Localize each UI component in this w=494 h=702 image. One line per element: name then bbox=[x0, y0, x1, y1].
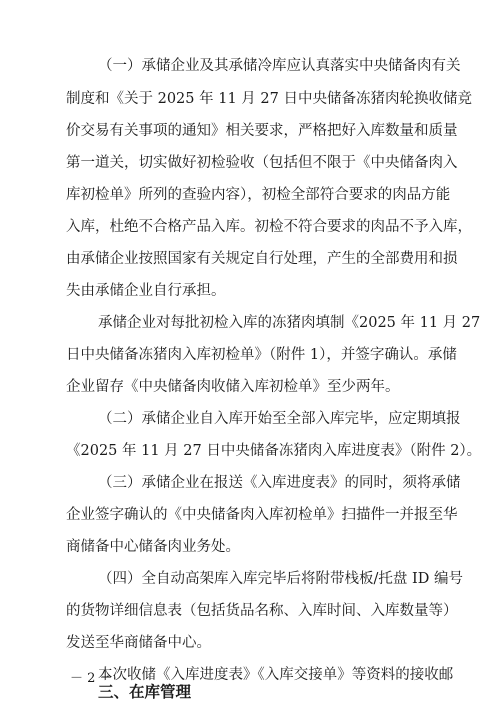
paragraph-line: 由承储企业按照国家有关规定自行处理，产生的全部费用和损 bbox=[66, 251, 458, 267]
paragraph-line: 企业签字确认的《中央储备肉入库初检单》扫描件一并报至华 bbox=[66, 507, 458, 523]
paragraph-line: 制度和《关于 2025 年 11 月 27 日中央储备冻猪肉轮换收储竞 bbox=[66, 91, 472, 107]
paragraph-line: 承储企业对每批初检入库的冻猪肉填制《2025 年 11 月 27 bbox=[98, 315, 481, 331]
paragraph-line: 发送至华商储备中心。 bbox=[66, 635, 211, 651]
paragraph-line: 的货物详细信息表（包括货品名称、入库时间、入库数量等） bbox=[66, 603, 458, 619]
paragraph-line: 企业留存《中央储备肉收储入库初检单》至少两年。 bbox=[66, 379, 400, 395]
paragraph-line: 本次收储《入库进度表》《入库交接单》等资料的接收邮 bbox=[98, 667, 454, 683]
paragraph-line: 入库，杜绝不合格产品入库。初检不符合要求的肉品不予入库， bbox=[66, 219, 472, 235]
section-heading: 三、在库管理 bbox=[98, 683, 192, 701]
paragraph-line: 商储备中心储备肉业务处。 bbox=[66, 539, 240, 555]
paragraph-line: 日中央储备冻猪肉入库初检单》（附件 1），并签字确认。承储 bbox=[66, 347, 457, 363]
paragraph-line: （三）承储企业在报送《入库进度表》的同时，须将承储 bbox=[98, 475, 461, 491]
paragraph-line: 失由承储企业自行承担。 bbox=[66, 283, 226, 299]
paragraph-line: （二）承储企业自入库开始至全部入库完毕，应定期填报 bbox=[98, 411, 461, 427]
paragraph-line: 第一道关，切实做好初检验收（包括但不限于《中央储备肉入 bbox=[66, 155, 458, 171]
paragraph-line: （一）承储企业及其承储冷库应认真落实中央储备肉有关 bbox=[98, 58, 461, 74]
page-number: － 2 － bbox=[70, 671, 113, 686]
paragraph-line: 价交易有关事项的通知》相关要求，严格把好入库数量和质量 bbox=[66, 123, 458, 139]
paragraph-line: 库初检单》所列的查验内容），初检全部符合要求的肉品方能 bbox=[66, 187, 451, 203]
paragraph-line: （四）全自动高架库入库完毕后将附带栈板/托盘 ID 编号 bbox=[98, 571, 463, 587]
paragraph-line: 《2025 年 11 月 27 日中央储备冻猪肉入库进度表》（附件 2）。 bbox=[66, 443, 482, 459]
